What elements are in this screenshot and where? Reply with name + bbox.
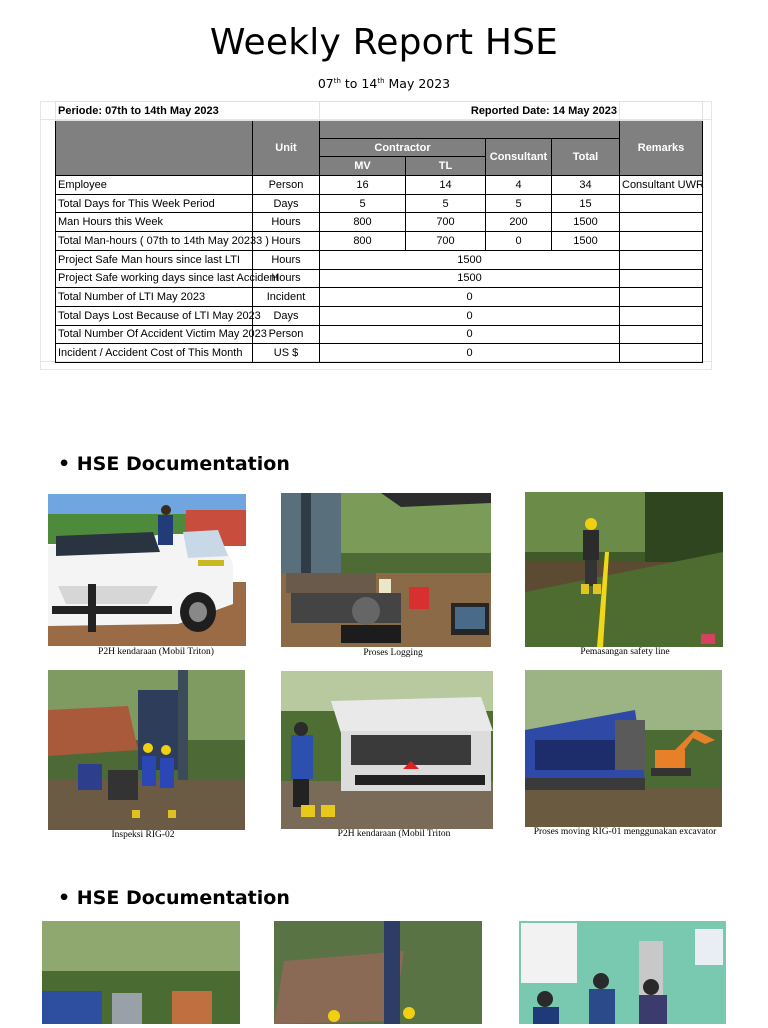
row-unit: US $ xyxy=(253,344,320,363)
row-label: Man Hours this Week xyxy=(56,213,253,232)
photo-logging xyxy=(281,493,491,647)
table-row xyxy=(56,194,703,213)
row-tl: 5 xyxy=(406,194,486,213)
caption-safety-line: Pemasangan safety line xyxy=(580,647,670,657)
header-tl: TL xyxy=(406,157,486,176)
row-remarks xyxy=(620,250,703,269)
caption-p2h-vehicle-engine: P2H kendaraan (Mobil Triton xyxy=(337,829,451,839)
photo-rig-inspection xyxy=(48,670,245,830)
caption-p2h-vehicle: P2H kendaraan (Mobil Triton) xyxy=(98,647,214,657)
row-label: Project Safe working days since last Accident xyxy=(56,269,253,288)
row-unit: Incident xyxy=(253,288,320,307)
photo-safety-line xyxy=(525,492,723,647)
row-tl: 700 xyxy=(406,213,486,232)
table-row xyxy=(56,325,703,344)
row-unit: Days xyxy=(253,194,320,213)
caption-logging: Proses Logging xyxy=(363,648,423,658)
row-label: Incident / Accident Cost of This Month xyxy=(56,344,253,363)
table-row xyxy=(56,213,703,232)
reported-date: Reported Date: 14 May 2023 xyxy=(320,102,620,121)
row-unit: Person xyxy=(253,325,320,344)
row-consultant: 200 xyxy=(486,213,552,232)
row-value: 0 xyxy=(320,306,620,325)
row-value: 0 xyxy=(320,325,620,344)
row-label: Total Man-hours ( 07th to 14th May 20233 ) xyxy=(56,232,253,251)
row-label: Total Number of LTI May 2023 xyxy=(56,288,253,307)
periode-label: Periode: 07th to 14th May 2023 xyxy=(56,102,320,121)
header-mv: MV xyxy=(320,157,406,176)
row-unit: Hours xyxy=(253,213,320,232)
caption-rig-moving-excavator: Proses moving RIG-01 menggunakan excavator xyxy=(533,827,717,837)
row-label: Project Safe Man hours since last LTI xyxy=(56,250,253,269)
table-row xyxy=(56,232,703,251)
row-consultant: 4 xyxy=(486,176,552,195)
row-unit: Hours xyxy=(253,269,320,288)
table-row xyxy=(56,250,703,269)
row-unit: Hours xyxy=(253,232,320,251)
row-consultant: 5 xyxy=(486,194,552,213)
photo-rig-moving-excavator xyxy=(525,670,722,827)
row-value: 0 xyxy=(320,288,620,307)
row-label: Total Days for This Week Period xyxy=(56,194,253,213)
header-total: Total xyxy=(552,138,620,175)
row-value: 0 xyxy=(320,344,620,363)
row-mv: 16 xyxy=(320,176,406,195)
row-remarks xyxy=(620,306,703,325)
row-total: 15 xyxy=(552,194,620,213)
row-total: 1500 xyxy=(552,232,620,251)
report-title: Weekly Report HSE xyxy=(209,22,559,63)
header-blank-top xyxy=(320,120,620,138)
row-remarks xyxy=(620,213,703,232)
row-label: Employee xyxy=(56,176,253,195)
photo-rig-tent xyxy=(274,921,482,1024)
row-total: 34 xyxy=(552,176,620,195)
row-value: 1500 xyxy=(320,269,620,288)
table-row xyxy=(56,306,703,325)
row-unit: Hours xyxy=(253,250,320,269)
row-remarks xyxy=(620,325,703,344)
header-remarks: Remarks xyxy=(620,120,703,175)
header-blank xyxy=(56,120,253,175)
row-total: 1500 xyxy=(552,213,620,232)
header-contractor: Contractor xyxy=(320,138,486,157)
photo-p2h-vehicle-engine xyxy=(281,671,493,829)
hse-statistics-table xyxy=(55,101,703,363)
row-label: Total Number Of Accident Victim May 2023 xyxy=(56,325,253,344)
row-mv: 800 xyxy=(320,232,406,251)
row-mv: 5 xyxy=(320,194,406,213)
row-remarks xyxy=(620,269,703,288)
header-consultant: Consultant xyxy=(486,138,552,175)
row-remarks xyxy=(620,344,703,363)
table-row xyxy=(56,344,703,363)
row-remarks xyxy=(620,288,703,307)
row-consultant: 0 xyxy=(486,232,552,251)
section-heading-hse-documentation-2: • HSE Documentation xyxy=(58,887,290,909)
caption-rig-inspection: Inspeksi RIG-02 xyxy=(111,830,175,840)
row-remarks: Consultant UWR xyxy=(620,176,703,195)
table-row xyxy=(56,176,703,195)
photo-rig-field xyxy=(42,921,240,1024)
header-unit: Unit xyxy=(253,120,320,175)
row-mv: 800 xyxy=(320,213,406,232)
table-row xyxy=(56,288,703,307)
photo-office-meeting xyxy=(519,921,726,1024)
row-unit: Person xyxy=(253,176,320,195)
report-period: 07th to 14th May 2023 xyxy=(317,76,451,91)
photo-p2h-vehicle xyxy=(48,494,246,646)
row-label: Total Days Lost Because of LTI May 2023 xyxy=(56,306,253,325)
row-tl: 14 xyxy=(406,176,486,195)
row-remarks xyxy=(620,232,703,251)
row-unit: Days xyxy=(253,306,320,325)
section-heading-hse-documentation: • HSE Documentation xyxy=(58,453,290,475)
table-row xyxy=(56,269,703,288)
row-tl: 700 xyxy=(406,232,486,251)
row-remarks xyxy=(620,194,703,213)
row-value: 1500 xyxy=(320,250,620,269)
